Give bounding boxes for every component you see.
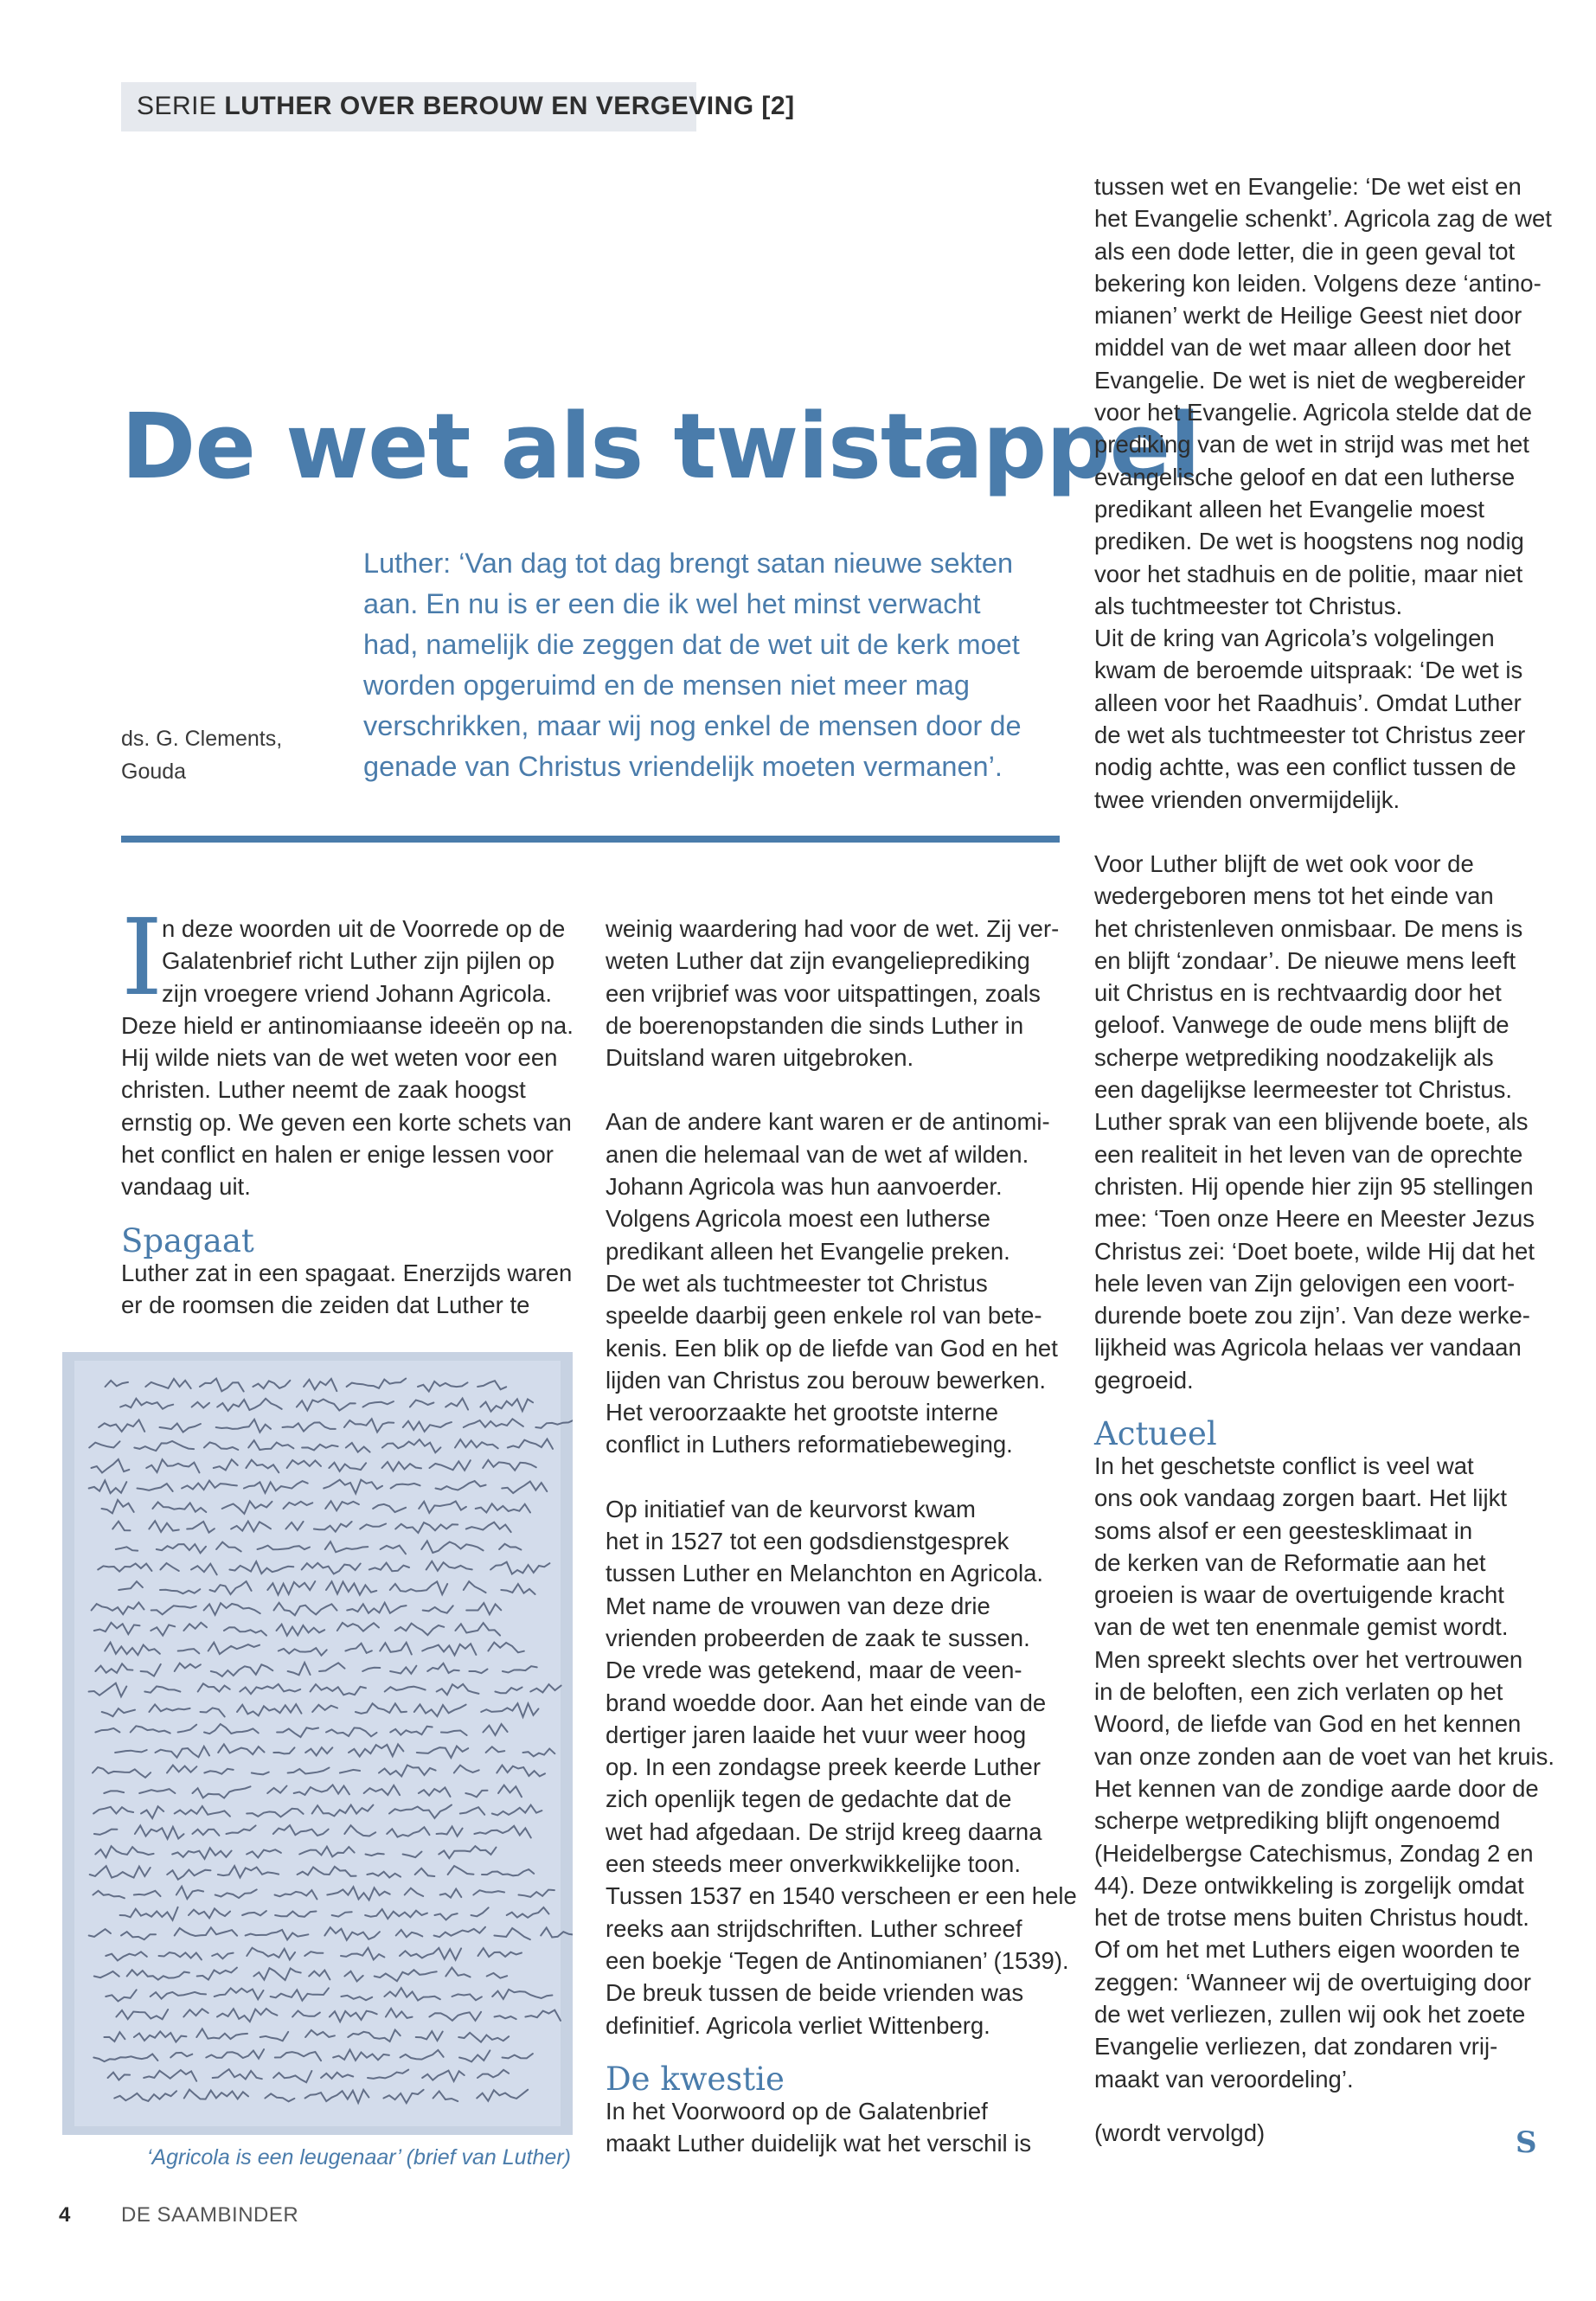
text-line: ons ook vandaag zorgen baart. Het lijkt — [1094, 1484, 1507, 1512]
text-line: Het veroorzaakte het grootste interne — [606, 1399, 999, 1426]
text-line: ernstig op. We geven een korte schets van — [121, 1108, 572, 1136]
text-line: De vrede was getekend, maar de veen- — [606, 1657, 1022, 1684]
text-line: kenis. Een blik op de liefde van God en het — [606, 1334, 1058, 1362]
series-banner — [121, 82, 795, 131]
text-line: wet had afgedaan. De strijd kreeg daarna — [606, 1817, 1042, 1845]
publication-name: DE SAAMBINDER — [121, 2203, 299, 2227]
kwestie-paragraph — [606, 2095, 1055, 2160]
text-line: durende boete zou zijn’. Van deze werke- — [1094, 1302, 1530, 1330]
text-line: twee vrienden onvermijdelijk. — [1094, 785, 1401, 813]
actueel-paragraph — [1094, 1450, 1553, 2095]
text-line: als een dode letter, die in geen geval tot — [1094, 237, 1516, 265]
end-mark-icon: S — [1516, 2125, 1537, 2160]
text-line: het in 1527 tot een godsdienstgesprek — [606, 1528, 1010, 1555]
series-prefix: SERIE — [137, 92, 217, 120]
text-line: zeggen: ‘Wanneer wij de overtuiging door — [1094, 1968, 1531, 1996]
text-line: de wet verliezen, zullen wij ook het zoete — [1094, 2001, 1526, 2029]
text-line: tussen Luther en Melanchton en Agricola. — [606, 1560, 1044, 1587]
author-name: ds. G. Clements, — [121, 727, 283, 751]
column-1 — [121, 913, 574, 1321]
text-line: een vrijbrief was voor uitspattingen, zoals — [606, 979, 1041, 1007]
text-line: (Heidelbergse Catechismus, Zondag 2 en — [1094, 1839, 1534, 1867]
series-label — [137, 92, 795, 121]
spagaat-paragraph — [121, 1257, 571, 1322]
text-line: Voor Luther blijft de wet ook voor de — [1094, 849, 1474, 877]
text-line: een realiteit in het leven van de oprechte — [1094, 1140, 1523, 1168]
text-line: Hij wilde niets van de wet weten voor een — [121, 1044, 558, 1072]
text-line: scherpe wetprediking noodzakelijk als — [1094, 1043, 1494, 1071]
text-line: een boekje ‘Tegen de Antinomianen’ (1539). — [606, 1946, 1069, 1974]
text-line: De wet als tuchtmeester tot Christus — [606, 1269, 988, 1297]
text-line: het conflict en halen er enige lessen voor — [121, 1141, 554, 1169]
text-line: De breuk tussen de beide vrienden was — [606, 1979, 1024, 2007]
text-line: prediking van de wet in strijd was met het — [1094, 431, 1529, 458]
text-line: Volgens Agricola moest een lutherse — [606, 1205, 990, 1233]
text-line: Duitsland waren uitgebroken. — [606, 1044, 914, 1072]
text-line: 44). Deze ontwikkeling is zorgelijk omdat — [1094, 1871, 1524, 1899]
text-line: de wet als tuchtmeester tot Christus zeer — [1094, 721, 1526, 749]
text-line: In het Voorwoord op de Galatenbrief — [606, 2097, 988, 2125]
text-line: Op initiatief van de keurvorst kwam — [606, 1495, 976, 1522]
intro-paragraph — [121, 913, 574, 1203]
text-line: predikant alleen het Evangelie moest — [1094, 495, 1484, 522]
text-line: lijden van Christus zou berouw bewerken. — [606, 1366, 1047, 1394]
pull-quote-line: verschrikken, maar wij nog enkel de mensen door de — [363, 710, 1022, 741]
text-line: christen. Luther neemt de zaak hoogst — [121, 1076, 526, 1104]
text-line: Aan de andere kant waren er de antinomi- — [606, 1108, 1050, 1136]
text-line: soms alsof er een geestesklimaat in — [1094, 1516, 1473, 1544]
heading-actueel: Actueel — [1094, 1414, 1217, 1452]
text-line: prediken. De wet is hoogstens nog nodig — [1094, 528, 1524, 555]
text-line: conflict in Luthers reformatiebeweging. — [606, 1431, 1013, 1458]
text-line: mee: ‘Toen onze Heere en Meester Jezus — [1094, 1205, 1535, 1233]
text-line: reeks aan strijdschriften. Luther schreef — [606, 1914, 1022, 1942]
series-title: LUTHER OVER BEROUW EN VERGEVING [2] — [224, 92, 795, 120]
text-line: Luther zat in een spagaat. Enerzijds waren — [121, 1259, 573, 1286]
text-line: nodig achtte, was een conflict tussen de — [1094, 753, 1516, 781]
text-line: maakt Luther duidelijk wat het verschil is — [606, 2130, 1032, 2157]
text-line: Of om het met Luthers eigen woorden te — [1094, 1936, 1521, 1964]
text-line: definitief. Agricola verliet Wittenberg. — [606, 2011, 990, 2039]
column-3 — [1094, 170, 1553, 2149]
text-line: tussen wet en Evangelie: ‘De wet eist en — [1094, 173, 1522, 200]
text-line: zijn vroegere vriend Johann Agricola. — [162, 979, 552, 1007]
text-line: evangelische geloof en dat een lutherse — [1094, 463, 1516, 490]
image-caption: ‘Agricola is een leugenaar’ (brief van Luther) — [146, 2145, 571, 2170]
text-line: maakt van veroordeling’. — [1094, 2065, 1354, 2093]
text-line: Uit de kring van Agricola’s volgelingen — [1094, 625, 1495, 652]
text-line: alleen voor het Raadhuis’. Omdat Luther — [1094, 689, 1522, 716]
text-line: een steeds meer onverkwikkelijke toon. — [606, 1850, 1021, 1878]
text-line: lijkheid was Agricola helaas ver vandaan — [1094, 1334, 1522, 1362]
pull-quote-line: worden opgeruimd en de mensen niet meer mag — [363, 670, 970, 701]
text-line: groeien is waar de overtuigende kracht — [1094, 1581, 1504, 1609]
text-line: kwam de beroemde uitspraak: ‘De wet is — [1094, 657, 1523, 684]
text-line: Woord, de liefde van God en het kennen — [1094, 1710, 1522, 1738]
text-line: het christenleven onmisbaar. De mens is — [1094, 914, 1523, 942]
text-line: van onze zonden aan de voet van het kruis. — [1094, 1742, 1555, 1770]
text-line: voor het Evangelie. Agricola stelde dat de — [1094, 399, 1533, 426]
article-title: De wet als twistappel — [121, 394, 1200, 499]
text-line: gegroeid. — [1094, 1366, 1194, 1394]
text-line: anen die helemaal van de wet af wilden. — [606, 1140, 1029, 1168]
text-line: christen. Hij opende hier zijn 95 stellingen — [1094, 1172, 1534, 1200]
text-line: Johann Agricola was hun aanvoerder. — [606, 1173, 1003, 1201]
text-line: hele leven van Zijn gelovigen een voort- — [1094, 1269, 1516, 1297]
text-line: voor het stadhuis en de politie, maar niet — [1094, 560, 1523, 587]
text-line: Deze hield er antinomiaanse ideeën op na. — [121, 1011, 574, 1039]
text-line: er de roomsen die zeiden dat Luther te — [121, 1291, 530, 1318]
paragraph — [1094, 170, 1553, 816]
text-line: n deze woorden uit de Voorrede op de — [162, 915, 566, 942]
text-line: bekering kon leiden. Volgens deze ‘antino- — [1094, 269, 1542, 297]
text-line: Christus zei: ‘Doet boete, wilde Hij dat het — [1094, 1237, 1535, 1265]
text-line: speelde daarbij geen enkele rol van bete- — [606, 1302, 1042, 1330]
pull-quote-line: had, namelijk die zeggen dat de wet uit de kerk moet — [363, 629, 1020, 660]
text-line: zich openlijk tegen de gedachte dat de — [606, 1785, 1012, 1813]
section-divider — [121, 836, 1060, 843]
paragraph — [606, 913, 1060, 1074]
text-line: geloof. Vanwege de oude mens blijft de — [1094, 1011, 1509, 1039]
author-byline — [121, 722, 282, 788]
text-line: Luther sprak van een blijvende boete, als — [1094, 1108, 1529, 1136]
pull-quote-line: aan. En nu is er een die ik wel het minst verwacht — [363, 588, 981, 619]
text-line: en blijft ‘zondaar’. De nieuwe mens leeft — [1094, 946, 1516, 974]
text-line: in de beloften, een zich verlaten op het — [1094, 1678, 1503, 1706]
paragraph — [1094, 848, 1553, 1396]
text-line: van de wet ten enenmale gemist wordt. — [1094, 1613, 1509, 1641]
text-line: Met name de vrouwen van deze drie — [606, 1592, 990, 1619]
text-line: In het geschetste conflict is veel wat — [1094, 1452, 1474, 1479]
text-line: weten Luther dat zijn evangelieprediking — [606, 947, 1030, 975]
text-line: mianen’ werkt de Heilige Geest niet door — [1094, 302, 1522, 330]
text-line: Evangelie. De wet is niet de wegbereider — [1094, 366, 1526, 394]
pull-quote-line: Luther: ‘Van dag tot dag brengt satan nieuwe sekten — [363, 548, 1014, 579]
text-line: wedergeboren mens tot het einde van — [1094, 882, 1494, 910]
text-line: als tuchtmeester tot Christus. — [1094, 592, 1403, 619]
luther-letter-manuscript-image — [62, 1352, 573, 2135]
heading-kwestie: De kwestie — [606, 2060, 785, 2098]
text-line: Men spreekt slechts over het vertrouwen — [1094, 1645, 1523, 1673]
text-line: uit Christus en is rechtvaardig door het — [1094, 979, 1502, 1007]
text-line: vrienden probeerden de zaak te sussen. — [606, 1624, 1030, 1651]
paragraph — [606, 1493, 1077, 2041]
text-line: weinig waardering had voor de wet. Zij ver- — [606, 915, 1060, 942]
text-line: predikant alleen het Evangelie preken. — [606, 1237, 1010, 1265]
heading-spagaat: Spagaat — [121, 1221, 254, 1259]
manuscript-scan — [62, 1352, 573, 2135]
to-be-continued: (wordt vervolgd) — [1094, 2118, 1266, 2146]
text-line: de kerken van de Reformatie aan het — [1094, 1548, 1486, 1576]
text-line: het de trotse mens buiten Christus houdt. — [1094, 1904, 1529, 1932]
text-line: Tussen 1537 en 1540 verscheen er een hele — [606, 1882, 1077, 1910]
text-line: het Evangelie schenkt’. Agricola zag de wet — [1094, 205, 1552, 233]
pull-quote-line: genade van Christus vriendelijk moeten vermanen’. — [363, 751, 1003, 782]
author-place: Gouda — [121, 760, 187, 784]
text-line: scherpe wetprediking blijft ongenoemd — [1094, 1807, 1501, 1835]
text-line: Galatenbrief richt Luther zijn pijlen op — [162, 947, 555, 975]
text-line: een dagelijkse leermeester tot Christus. — [1094, 1076, 1513, 1104]
pull-quote — [363, 543, 1055, 787]
text-line: dertiger jaren laaide het vuur weer hoog — [606, 1721, 1027, 1748]
text-line: Het kennen van de zondige aarde door de — [1094, 1774, 1539, 1802]
page-number: 4 — [59, 2203, 71, 2227]
text-line: brand woedde door. Aan het einde van de — [606, 1689, 1047, 1716]
text-line: op. In een zondagse preek keerde Luther — [606, 1753, 1042, 1781]
drop-cap: I — [121, 896, 163, 1019]
text-line: middel van de wet maar alleen door het — [1094, 334, 1511, 362]
text-line: Evangelie verliezen, dat zondaren vrij- — [1094, 2033, 1498, 2061]
text-line: de boerenopstanden die sinds Luther in — [606, 1011, 1024, 1039]
paragraph — [606, 1106, 1058, 1460]
text-line: vandaag uit. — [121, 1173, 251, 1201]
column-2 — [606, 913, 1077, 2159]
